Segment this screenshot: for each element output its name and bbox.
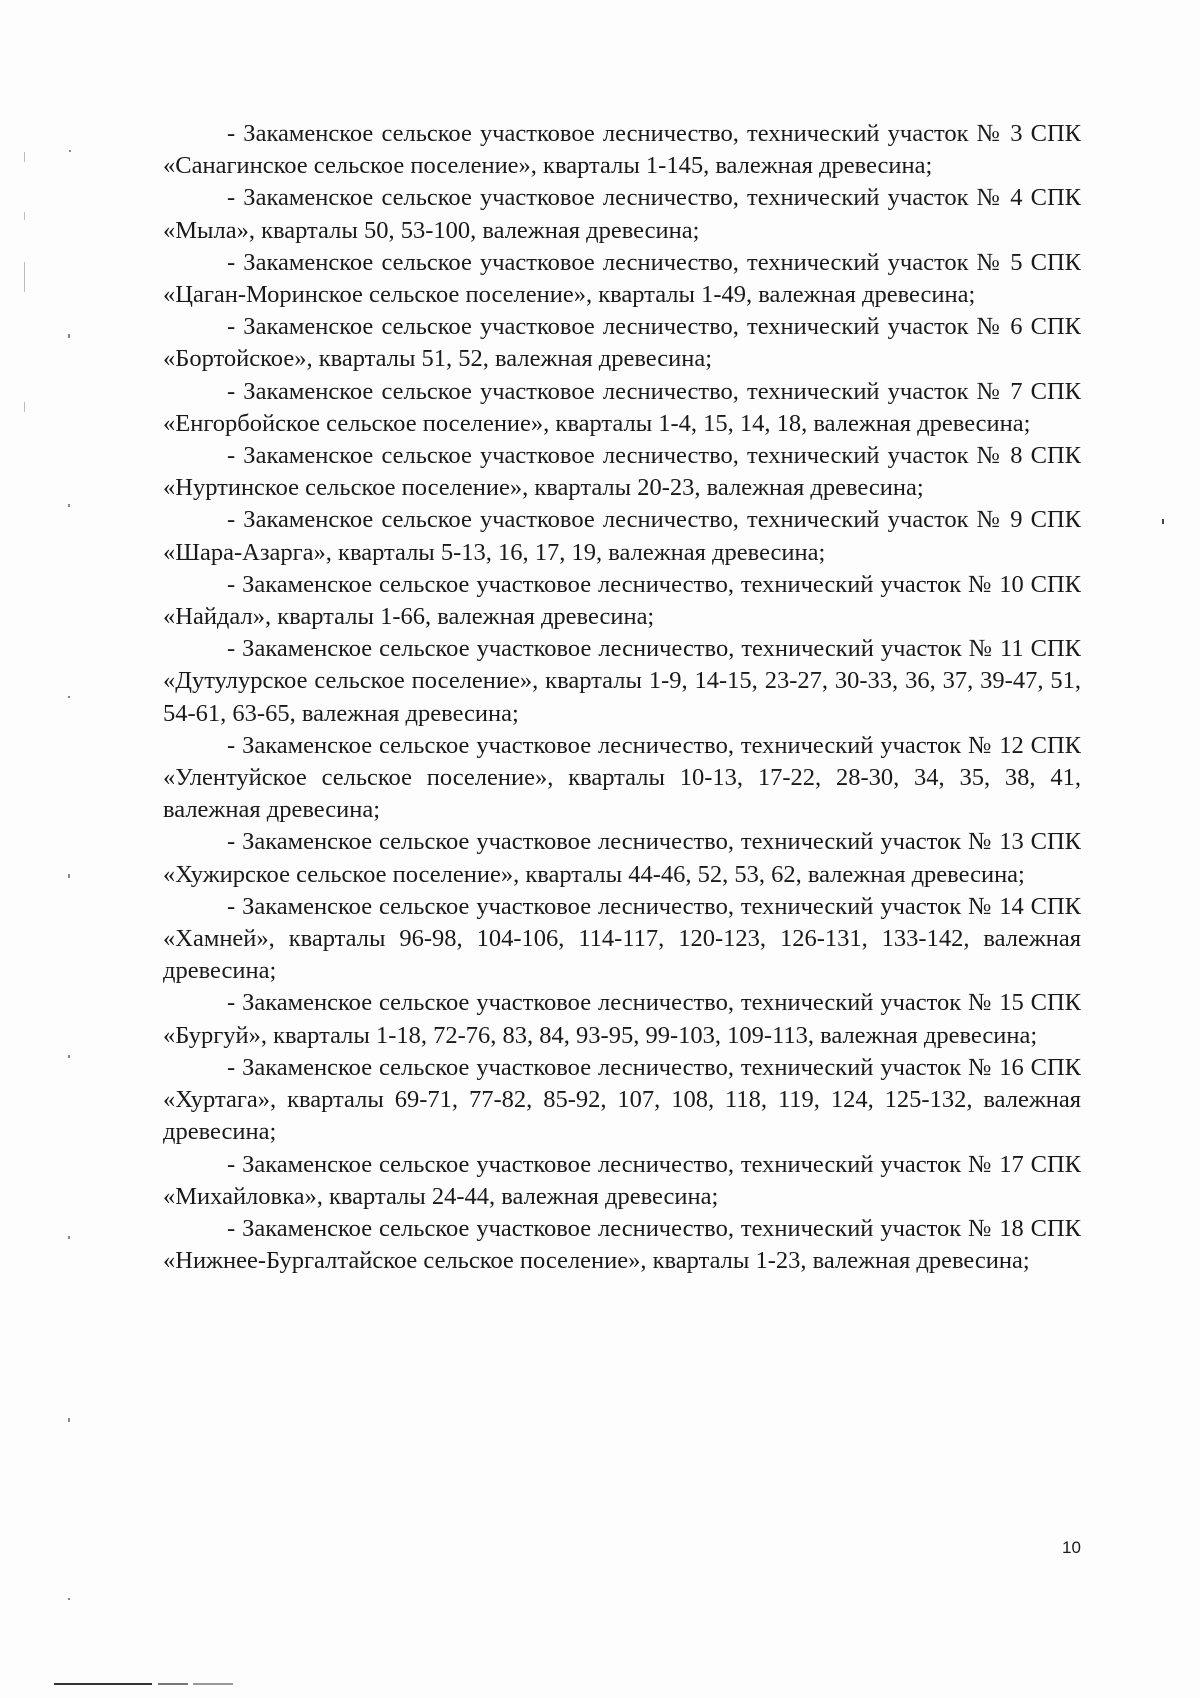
entry-paragraph: - Закаменское сельское участковое лесничество, технический участок № 9 СПК «Шара-Азарга», кварталы 5-13, 16, 17, 19, валежная древесина;: [163, 506, 1081, 566]
scan-speck: [24, 152, 25, 162]
entry-paragraph: - Закаменское сельское участковое лесничество, технический участок № 15 СПК «Бургуй», кварталы 1-18, 72-76, 83, 84, 93-95, 99-103, 109-113, валежная древесина;: [163, 989, 1081, 1049]
scan-speck: [68, 1598, 70, 1600]
entry-paragraph: - Закаменское сельское участковое лесничество, технический участок № 14 СПК «Хамней», кварталы 96-98, 104-106, 114-117, 120-123, 126-131, 133-142, валежная древесина;: [163, 892, 1081, 985]
entry-paragraph: - Закаменское сельское участковое лесничество, технический участок № 18 СПК «Нижнее-Бургалтайское сельское поселение», кварталы 1-23, валежная древесина;: [163, 1214, 1081, 1275]
scan-speck: [24, 402, 25, 412]
entry-paragraph: - Закаменское сельское участковое лесничество, технический участок № 17 СПК «Михайловка», кварталы 24-44, валежная древесина;: [163, 1150, 1081, 1210]
scan-speck: [68, 1418, 70, 1422]
scan-speck: [69, 150, 71, 152]
entry-paragraph: - Закаменское сельское участковое лесничество, технический участок № 10 СПК «Найдал», кварталы 1-66, валежная древесина;: [163, 570, 1081, 631]
entry-paragraph: - Закаменское сельское участковое лесничество, технический участок № 3 СПК «Санагинское сельское поселение», кварталы 1-145, валежная древесина;: [163, 120, 1081, 180]
entry-paragraph: - Закаменское сельское участковое лесничество, технический участок № 11 СПК «Дутулурское сельское поселение», кварталы 1-9, 14-15, 23-27, 30-33, 36, 37, 39-47, 51, 54-61, 63-65, валежная древесина;: [163, 635, 1081, 727]
scan-speck: [24, 262, 25, 292]
scan-speck: [68, 1055, 70, 1058]
entry-paragraph: - Закаменское сельское участковое лесничество, технический участок № 8 СПК «Нуртинское сельское поселение», кварталы 20-23, валежная древесина;: [163, 442, 1081, 502]
scan-speck: [68, 696, 70, 698]
entry-paragraph: - Закаменское сельское участковое лесничество, технический участок № 13 СПК «Хужирское сельское поселение», кварталы 44-46, 52, 53, 62, валежная древесина;: [163, 828, 1081, 888]
entry-paragraph: - Закаменское сельское участковое лесничество, технический участок № 6 СПК «Бортойское», кварталы 51, 52, валежная древесина;: [163, 313, 1081, 373]
page-number: 10: [1062, 1538, 1081, 1557]
scan-edge-line: [193, 1683, 233, 1685]
scan-speck: [68, 504, 70, 507]
scan-edge-line: [54, 1683, 152, 1685]
entry-paragraph: - Закаменское сельское участковое лесничество, технический участок № 7 СПК «Енгорбойское сельское поселение», кварталы 1-4, 15, 14, 18, валежная древесина;: [163, 377, 1081, 437]
scan-speck: [68, 874, 70, 878]
scan-speck: [1162, 519, 1164, 524]
entry-paragraph: - Закаменское сельское участковое лесничество, технический участок № 12 СПК «Улентуйское сельское поселение», кварталы 10-13, 17-22, 28-30, 34, 35, 38, 41, валежная древесина;: [163, 731, 1081, 824]
scan-speck: [24, 212, 25, 220]
entry-paragraph: - Закаменское сельское участковое лесничество, технический участок № 16 СПК «Хуртага», кварталы 69-71, 77-82, 85-92, 107, 108, 118, 119, 124, 125-132, валежная древесина;: [163, 1053, 1081, 1146]
document-body: [163, 118, 1081, 1277]
entry-paragraph: - Закаменское сельское участковое лесничество, технический участок № 4 СПК «Мыла», кварталы 50, 53-100, валежная древесина;: [163, 184, 1081, 244]
scan-edge-line: [158, 1683, 188, 1685]
scan-speck: [68, 1236, 70, 1239]
scan-speck: [68, 334, 70, 338]
entry-paragraph: - Закаменское сельское участковое лесничество, технический участок № 5 СПК «Цаган-Моринское сельское поселение», кварталы 1-49, валежная древесина;: [163, 248, 1081, 309]
